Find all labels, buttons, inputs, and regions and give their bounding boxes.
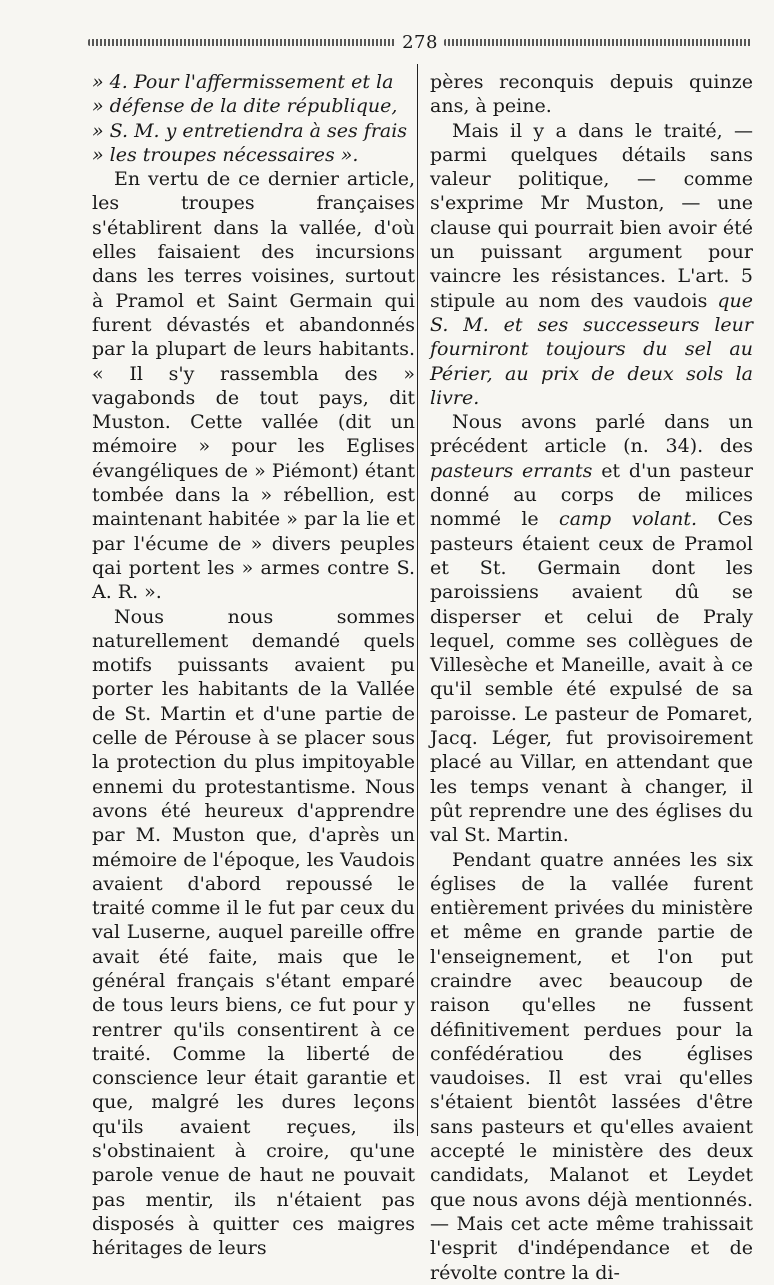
text-run: Nous avons parlé dans un précédent article (n. 34). des (430, 411, 753, 458)
right-column (430, 70, 753, 1285)
paragraph (430, 119, 753, 411)
paragraph: pères reconquis depuis quinze ans, à peine. (430, 71, 753, 118)
quote-line: » défense de la dite république, (92, 95, 398, 118)
quote-line: » les troupes nécessaires ». (92, 143, 359, 166)
italic-run: camp volant. (559, 508, 698, 531)
header-ornament-right (444, 39, 752, 46)
paragraph: Nous nous sommes naturellement demandé quels motifs puissants avaient pu porter les habitants de la Vallée de St. Martin et d'une partie de celle de Pérouse à se placer sous la protection du plus impitoyable ennemi du protestantisme. Nous avons été heureux d'apprendre par M. Muston que, d'après un mémoire de l'époque, les Vaudois avaient d'abord repoussé le traité comme il le fut par ceux du val Luserne, auquel pareille offre avait été faite, mais que le général français s'étant emparé de tous leurs biens, ce fut pour y rentrer qu'ils consentirent à ce traité. Comme la liberté de conscience leur était garantie et que, malgré les dures leçons qu'ils avaient reçues, ils s'obstinaient à croire, qu'une parole venue de haut ne pouvait pas mentir, ils n'étaient pas disposés à quitter ces maigres héritages de leurs (92, 605, 415, 1260)
paragraph: Pendant quatre années les six églises de la vallée furent entièrement privées du ministère et même en grande partie de l'enseignement, et l'on put craindre avec beaucoup de raison qu'elles ne fussent définitivement perdues pour la confédératiou des églises vaudoises. Il est vrai qu'elles s'étaient bientôt lassées d'être sans pasteurs et qu'elles avaient accepté le ministère des deux candidats, Malanot et Leydet que nous avons déjà mentionnés. — Mais cet acte même trahissait l'esprit d'indépendance et de révolte contre la di- (430, 848, 753, 1284)
column-divider (417, 64, 418, 1136)
text-run: Mais il y a dans le traité, — parmi quelques détails sans valeur politique, — comme s'exprime Mr Muston, — une clause qui pourrait bien avoir été un puissant argument pour vaincre les résistances. L'art. 5 stipule au nom des vaudois (430, 119, 753, 312)
left-column (92, 70, 415, 1261)
text-run: et d'un pasteur donné au corps de milices nommé le (430, 459, 754, 531)
quote-line: » S. M. y entretiendra à ses frais (92, 119, 408, 142)
paragraph: En vertu de ce dernier article, les troupes françaises s'établirent dans la vallée, d'où elles faisaient des incursions dans les terres voisines, surtout à Pramol et Saint Germain qui furent dévastés et abandonnés par la plupart de leurs habitants. « Il s'y rassembla des » vagabonds de tout pays, dit Muston. Cette vallée (dit un mémoire » pour les Eglises évangéliques de » Piémont) étant tombée dans la » rébellion, est maintenant habitée » par la lie et par l'écume de » divers peuples qai portent les » armes contre S. A. R. ». (92, 168, 415, 604)
header-ornament-left (88, 39, 396, 46)
page-header (88, 30, 752, 54)
quoted-article (92, 70, 415, 167)
paragraph (430, 410, 753, 847)
text-run: Ces pasteurs étaient ceux de Pramol et St. Germain dont les paroissiens avaient dû se disperser et celui de Praly lequel, comme ses collègues de Villesèche et Maneille, avait à ce qu'il semble été expulsé de sa paroisse. Le pasteur de Pomaret, Jacq. Léger, fut provisoirement placé au Villar, en attendant que les temps venant à changer, il pût reprendre une des églises du val St. Martin. (430, 508, 753, 847)
italic-run: que S. M. et ses successeurs leur fourniront toujours du sel au Périer, au prix de deux sols la livre. (430, 289, 753, 409)
quote-line: » 4. Pour l'affermissement et la (92, 71, 394, 93)
page-number: 278 (402, 31, 438, 53)
italic-run: pasteurs errants (430, 459, 593, 482)
